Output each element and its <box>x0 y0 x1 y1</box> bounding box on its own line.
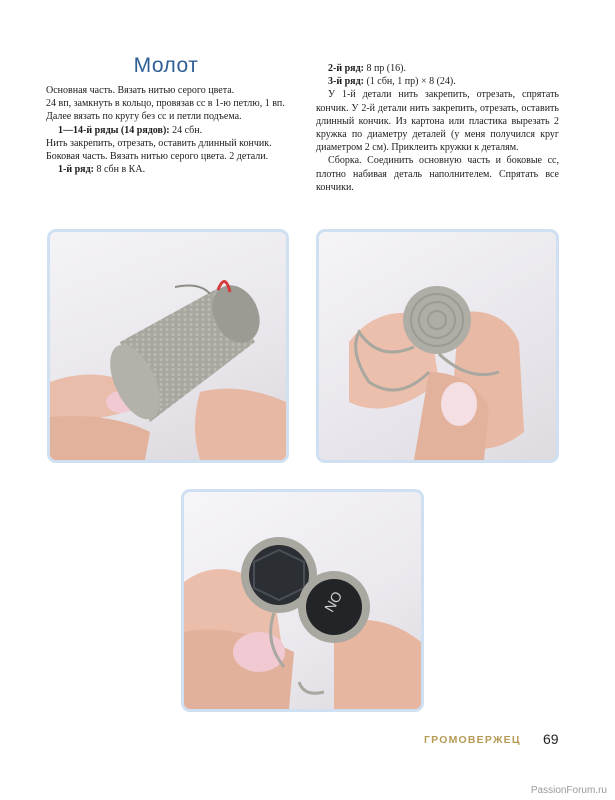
paragraph: Нить закрепить, отрезать, оставить длинный кончик. <box>46 137 272 149</box>
right-text-column <box>316 62 559 194</box>
instruction-row <box>46 163 289 176</box>
row-label: 2-й ряд: <box>328 63 364 74</box>
tube-illustration <box>50 232 286 460</box>
circle-illustration <box>319 232 556 460</box>
paragraph: Боковая часть. Вязать нитью серого цвета. 2 детали. <box>46 151 269 163</box>
instruction-row <box>46 124 289 137</box>
page-title: Молот <box>133 54 199 77</box>
photo-two-covered-circles <box>181 489 424 712</box>
row-label: 1—14-й ряды (14 рядов): <box>58 124 170 136</box>
row-text: 8 пр (16). <box>363 63 406 74</box>
paragraph: 24 вп, замкнуть в кольцо, провязав сс в 1-ю петлю, 1 вп. <box>46 98 285 110</box>
instruction-row <box>316 62 559 75</box>
disc-label: NO <box>320 588 346 615</box>
row-text: (1 сбн, 1 пр) × 8 (24). <box>363 76 456 88</box>
paragraph: Далее вязать по кругу без сс и петли подъема. <box>46 111 242 123</box>
row-text: 8 сбн в КА. <box>93 164 146 176</box>
discs-illustration <box>184 492 421 709</box>
photo-crocheted-tube <box>47 229 289 463</box>
instruction-row <box>316 75 559 88</box>
row-label: 3-й ряд: <box>328 76 364 88</box>
paragraph: Основная часть. Вязать нитью серого цвета. <box>46 85 235 96</box>
row-text: 24 сбн. <box>169 124 203 136</box>
paragraph: Сборка. Соединить основную часть и боковые сс, плотно набивая деталь наполнителем. Спрятать все кончики. <box>316 155 559 193</box>
row-label: 1-й ряд: <box>58 164 94 176</box>
footer-section-title: ГРОМОВЕРЖЕЦ <box>424 734 521 746</box>
photo-crocheted-circle <box>316 229 559 463</box>
watermark: PassionForum.ru <box>530 785 607 796</box>
paragraph: У 1-й детали нить закрепить, отрезать, спрятать кончик. У 2-й детали нить закрепить, отрезать, оставить длинный кончик. Из картона или пластика вырезать 2 кружка по диаметру деталей (у меня получился круг диаметром 2 см). Приклеить кружки к деталям. <box>316 89 559 154</box>
left-text-column <box>46 84 289 176</box>
page-number: 69 <box>543 731 559 747</box>
